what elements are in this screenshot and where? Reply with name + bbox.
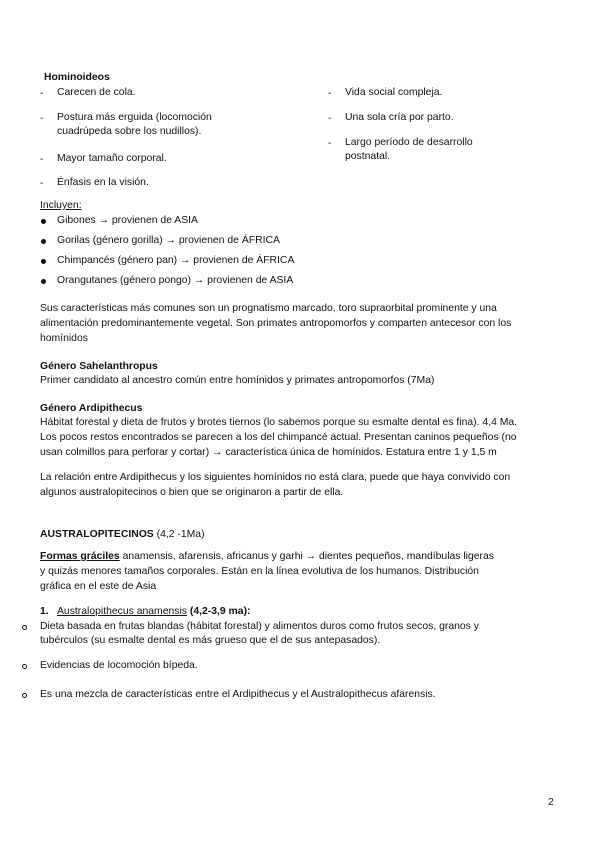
paragraph-line: Los pocos restos encontrados se parecen a los del chimpancé actual. Presentan caninos pequeños (no <box>40 431 517 443</box>
paragraph-line: usan colmillos para perforar y cortar) → característica única de homínidos. Estatura entre 1 y 1,5 m <box>40 446 497 458</box>
paragraph-line: homínidos <box>40 332 88 344</box>
list-item: Una sola cría por parto. <box>345 112 454 123</box>
paragraph-line: Hábitat forestal y dieta de frutos y brotes tiernos (lo sabemos porque su esmalte dental es fina). 4,4 Ma. <box>40 417 518 428</box>
bullet-circle <box>22 664 27 669</box>
list-item-continuation: tubérculos (su esmalte dental es más grueso que el de sus antepasados). <box>40 635 381 646</box>
dash-bullet: - <box>40 88 44 99</box>
list-item: Es una mezcla de características entre el Ardipithecus y el Australopithecus afarensis. <box>40 689 436 700</box>
list-item: Evidencias de locomoción bípeda. <box>40 660 198 671</box>
list-item-continuation: postnatal. <box>345 151 391 162</box>
anamensis-name: Australopithecus anamensis <box>57 606 187 617</box>
paragraph-line: La relación entre Ardipithecus y los siguientes homínidos no está clara, puede que haya convivido con <box>40 472 511 483</box>
list-item: Chimpancés (género pan) → provienen de ÁFRICA <box>57 255 295 266</box>
australopitecinos-heading <box>40 528 205 543</box>
list-item: Largo período de desarrollo <box>345 137 473 148</box>
list-item: Mayor tamaño corporal. <box>57 153 167 164</box>
australopitecinos-range: (4,2 -1Ma) <box>153 529 205 540</box>
dash-bullet: - <box>328 113 332 124</box>
list-number: 1. <box>40 606 49 617</box>
ardipithecus-title: Género Ardipithecus <box>40 403 143 414</box>
paragraph-line: algunos australopitecinos o bien que se originaron a partir de ella. <box>40 486 344 498</box>
bullet-circle <box>22 625 27 630</box>
list-item: Gibones → provienen de ASIA <box>57 215 198 226</box>
hominoideos-title: Hominoideos <box>44 72 110 83</box>
formas-graciles-paragraph <box>40 550 560 594</box>
anamensis-heading <box>57 605 251 620</box>
paragraph-line: Sus características más comunes son un prognatismo marcado, toro supraorbital prominente y una <box>40 303 497 314</box>
bullet-circle <box>22 693 27 698</box>
ardipithecus-relation <box>40 471 560 501</box>
anamensis-range: (4,2-3,9 ma): <box>186 606 251 617</box>
sahelanthropus-text: Primer candidato al ancestro común entre homínidos y primates antropomorfos (7Ma) <box>40 375 435 386</box>
list-item-continuation: cuadrúpeda sobre los nudillos). <box>57 126 202 137</box>
formas-graciles-label: Formas gráciles <box>40 551 120 562</box>
list-item: Carecen de cola. <box>57 87 136 98</box>
australopitecinos-title: AUSTRALOPITECINOS <box>40 529 154 540</box>
paragraph-line: alimentación predominantemente vegetal. Son primates antropomorfos y comparten antecesor con los <box>40 317 512 329</box>
page-number: 2 <box>548 797 554 808</box>
ardipithecus-paragraph <box>40 416 560 460</box>
list-item: Dieta basada en frutas blandas (hábitat forestal) y alimentos duros como frutos secos, granos y <box>40 621 479 632</box>
bullet-dot <box>41 279 46 284</box>
hominoideos-summary <box>40 302 560 346</box>
dash-bullet: - <box>328 88 332 99</box>
bullet-dot <box>41 239 46 244</box>
list-item: Orangutanes (género pongo) → provienen de ASIA <box>57 275 294 286</box>
dash-bullet: - <box>40 154 44 165</box>
list-item: Énfasis en la visión. <box>57 177 149 188</box>
list-item: Vida social compleja. <box>345 87 443 98</box>
incluyen-label: Incluyen: <box>40 200 82 211</box>
paragraph-line: anamensis, afarensis, africanus y garhi → dientes pequeños, mandíbulas ligeras <box>119 551 494 562</box>
dash-bullet: - <box>328 138 332 149</box>
list-item: Postura más erguida (locomoción <box>57 112 212 123</box>
paragraph-line: gráfica en el este de Asia <box>40 580 157 592</box>
dash-bullet: - <box>40 178 44 189</box>
sahelanthropus-title: Género Sahelanthropus <box>40 361 158 372</box>
paragraph-line: y quizás menores tamaños corporales. Están en la línea evolutiva de los humanos. Distribución <box>40 565 479 577</box>
bullet-dot <box>41 219 46 224</box>
bullet-dot <box>41 259 46 264</box>
dash-bullet: - <box>40 113 44 124</box>
list-item: Gorilas (género gorilla) → provienen de ÁFRICA <box>57 235 280 246</box>
